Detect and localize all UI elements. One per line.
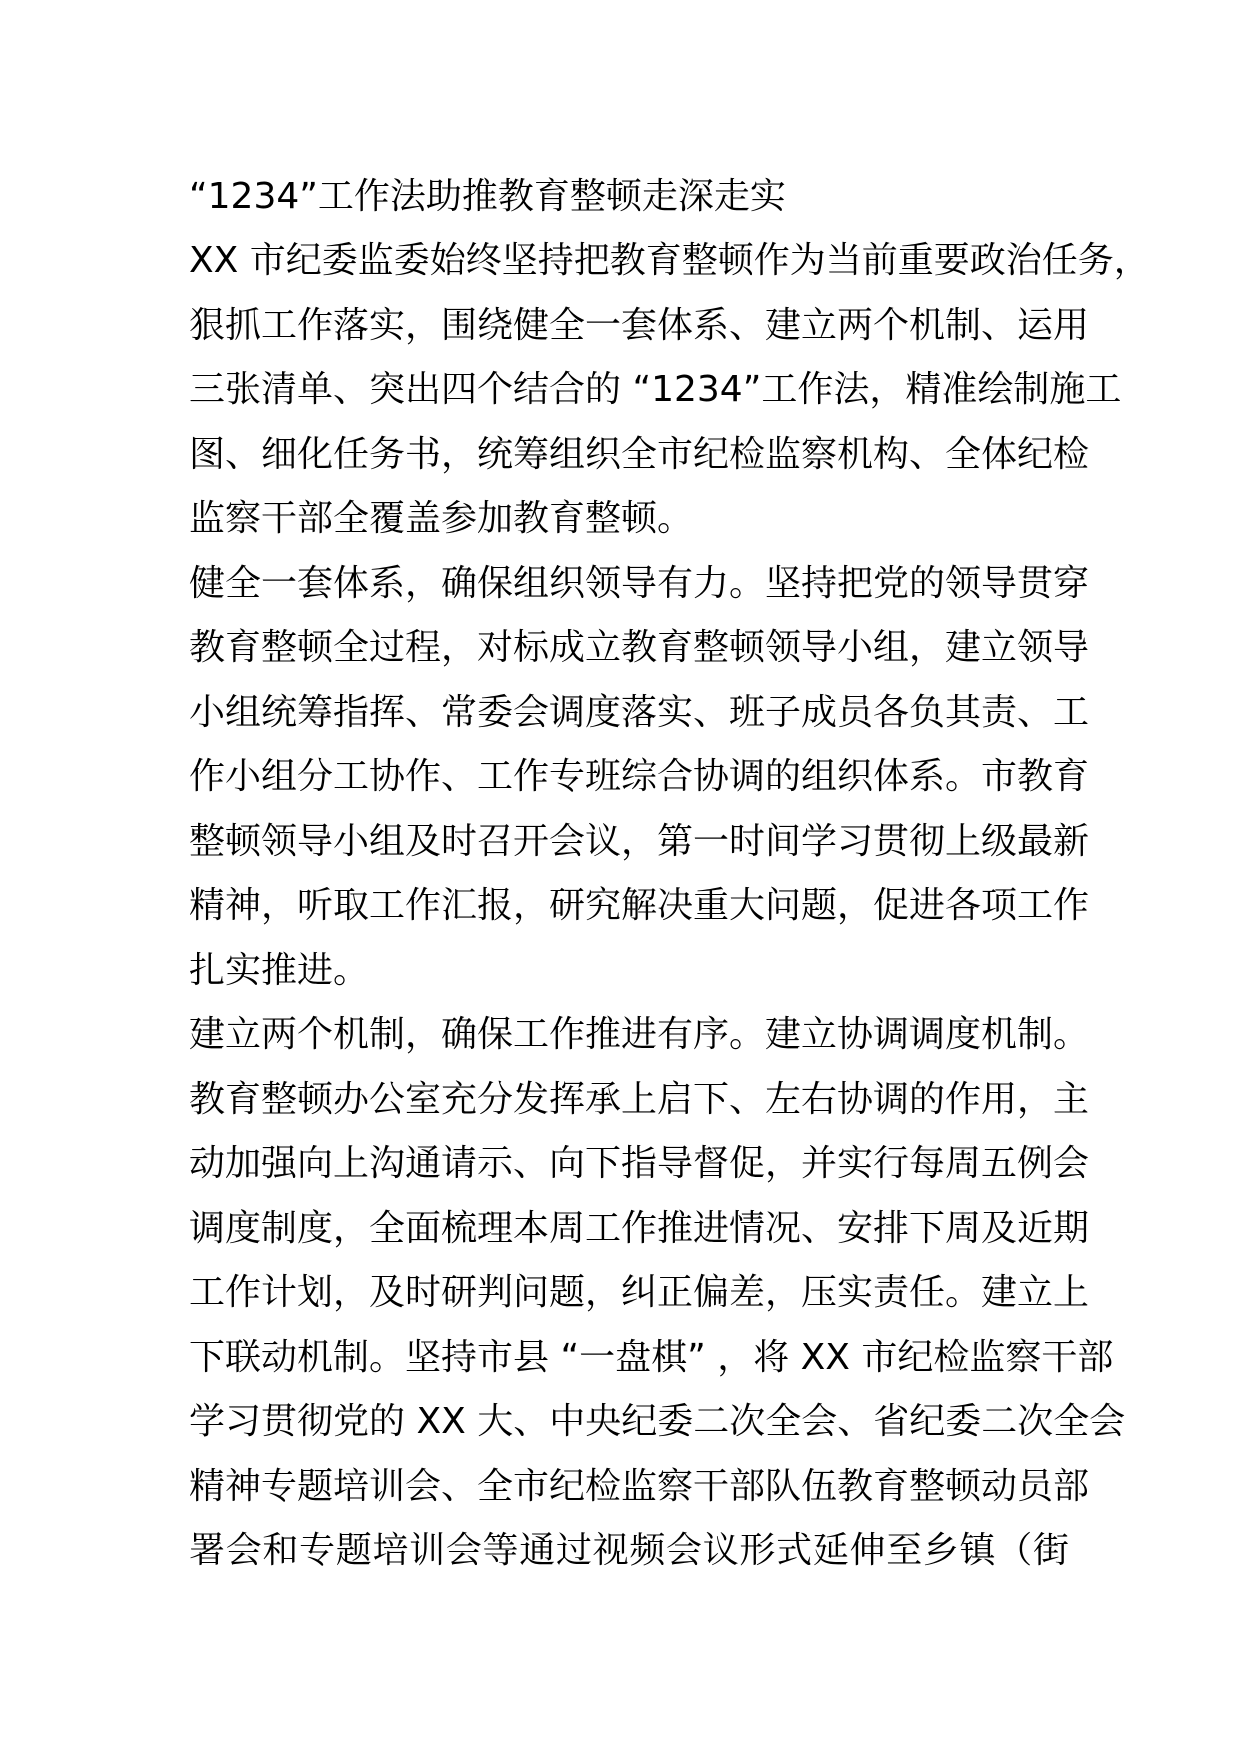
text-line: 精神专题培训会、全市纪检监察干部队伍教育整顿动员部 [189,1465,1090,1507]
text-line: 图、细化任务书，统筹组织全市纪检监察机构、全体纪检 [189,433,1090,475]
text-line: 教育整顿全过程，对标成立教育整顿领导小组，建立领导 [189,627,1090,668]
text-line: 教育整顿办公室充分发挥承上启下、左右协调的作用，主 [189,1078,1090,1120]
text-line: 健全一套体系，确保组织领导有力。坚持把党的领导贯穿 [189,562,1090,604]
paragraph-system [189,552,1090,1004]
text-line: XX 市纪委监委始终坚持把教育整顿作为当前重要政治任务， [189,240,1150,281]
document-body [189,165,1150,1584]
text-line: 工作计划，及时研判问题，纠正偏差，压实责任。建立上 [189,1272,1090,1313]
text-line: 整顿领导小组及时召开会议，第一时间学习贯彻上级最新 [189,820,1090,862]
paragraph-intro [189,229,1150,552]
text-line: 学习贯彻党的 XX 大、中央纪委二次全会、省纪委二次全会 [189,1401,1126,1442]
text-line: 动加强向上沟通请示、向下指导督促，并实行每周五例会 [189,1143,1090,1184]
paragraph-mechanisms [189,1003,1126,1584]
document-title: “1234”工作法助推教育整顿走深走实 [189,176,786,217]
text-line: 署会和专题培训会等通过视频会议形式延伸至乡镇（街 [189,1530,1069,1571]
text-line: 作小组分工协作、工作专班综合协调的组织体系。市教育 [189,756,1090,797]
text-line: 下联动机制。坚持市县 “一盘棋” ，将 XX 市纪检监察干部 [189,1336,1114,1378]
text-line: 狠抓工作落实，围绕健全一套体系、建立两个机制、运用 [189,304,1090,346]
text-line: 小组统筹指挥、常委会调度落实、班子成员各负其责、工 [189,691,1090,733]
text-line: 精神，听取工作汇报，研究解决重大问题，促进各项工作 [189,885,1090,926]
text-line: 监察干部全覆盖参加教育整顿。 [189,498,694,539]
text-line: 调度制度，全面梳理本周工作推进情况、安排下周及近期 [189,1207,1090,1249]
text-line: 建立两个机制，确保工作推进有序。建立协调调度机制。 [189,1014,1090,1055]
text-line: 三张清单、突出四个结合的 “1234”工作法，精准绘制施工 [189,369,1122,410]
text-line: 扎实推进。 [189,949,370,991]
